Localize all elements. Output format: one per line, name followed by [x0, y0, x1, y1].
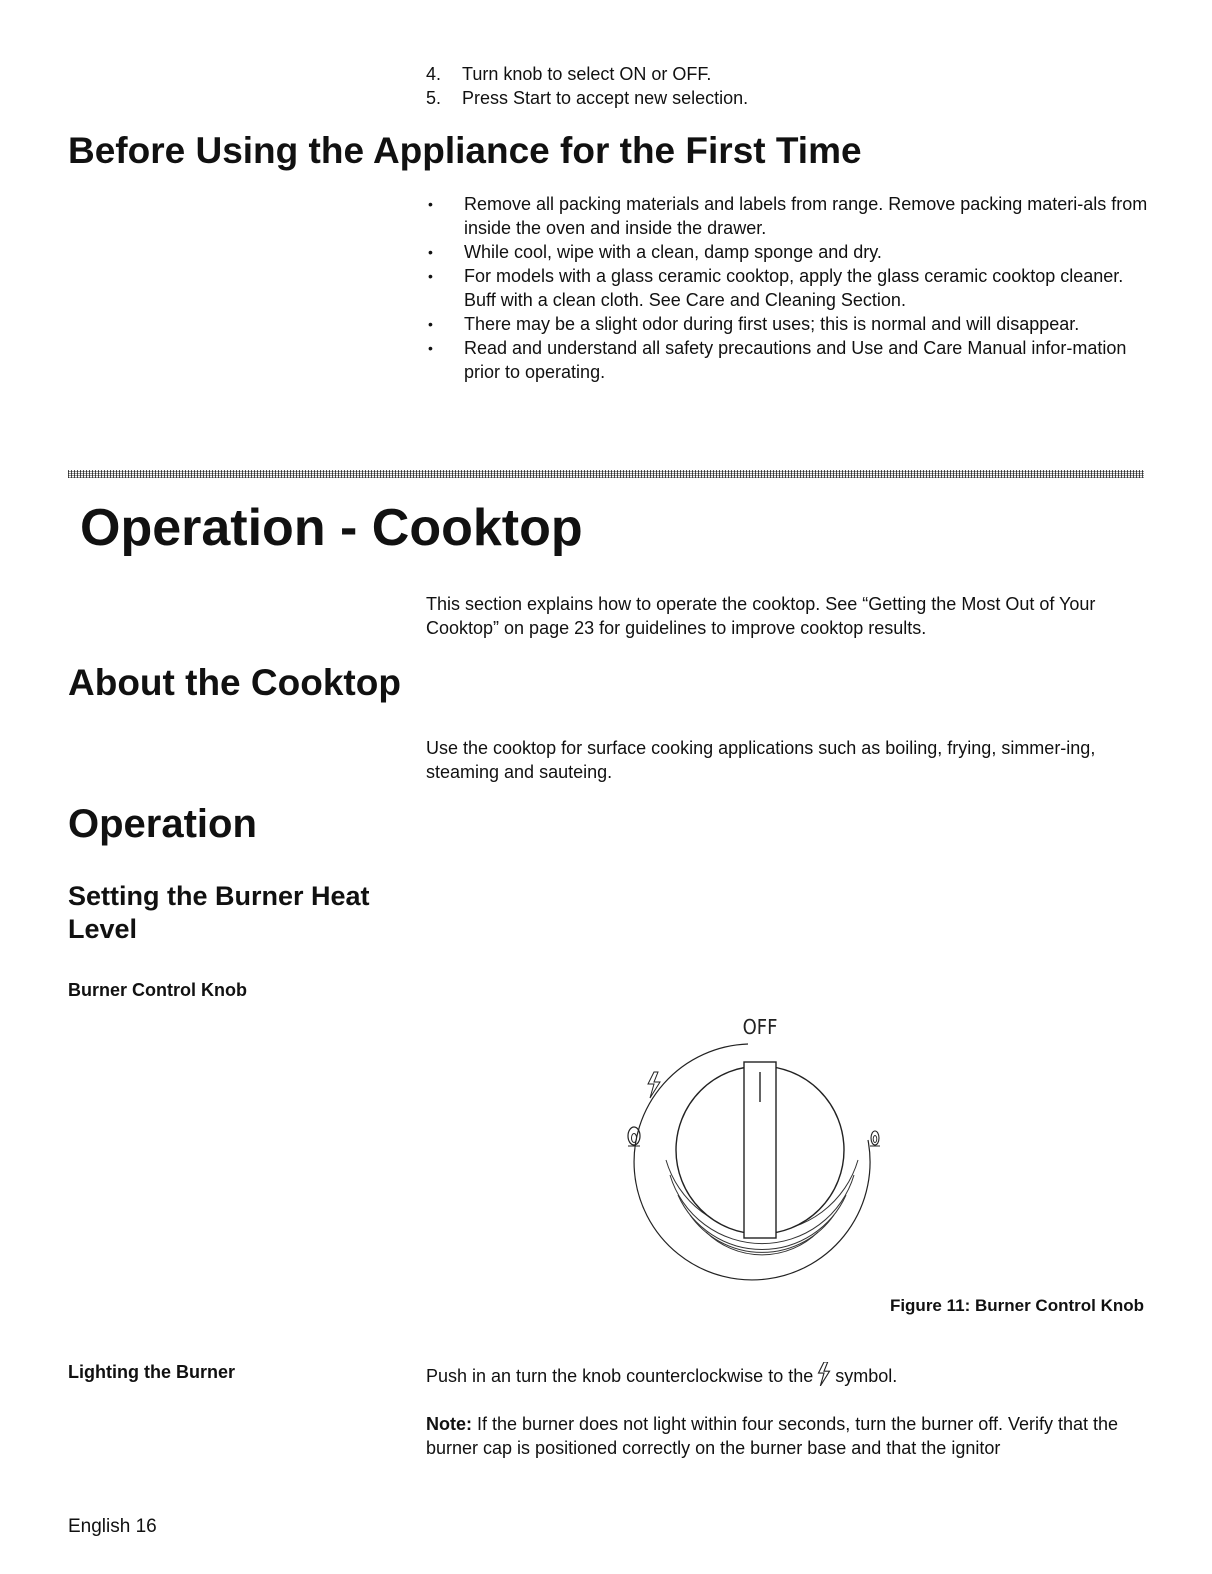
step-number: 4. — [426, 64, 442, 84]
burner-control-knob-label: Burner Control Knob — [68, 980, 247, 1000]
step-item — [426, 86, 748, 110]
list-item — [426, 312, 1156, 336]
about-cooktop-heading: About the Cooktop — [68, 662, 401, 703]
list-item — [426, 192, 1156, 240]
about-paragraph: Use the cooktop for surface cooking applications such as boiling, frying, simmer-ing, steaming and sauteing. — [426, 738, 1096, 782]
bullet-text: Remove all packing materials and labels from range. Remove packing materi-als from inside the oven and inside the drawer. — [464, 194, 1148, 238]
ignite-icon — [648, 1072, 660, 1098]
step-text: Turn knob to select ON or OFF. — [462, 64, 712, 84]
lighting-paragraph — [426, 1362, 1146, 1388]
page-footer: English 16 — [68, 1516, 157, 1537]
lighting-burner-label: Lighting the Burner — [68, 1362, 235, 1382]
flame-low-icon — [870, 1131, 880, 1146]
list-item — [426, 264, 1156, 312]
bullet-text: While cool, wipe with a clean, damp sponge and dry. — [464, 242, 882, 262]
bullet-text: Read and understand all safety precautions and Use and Care Manual infor-mation prior to operating. — [464, 338, 1127, 382]
bullet-icon: • — [428, 196, 433, 212]
ignite-icon — [817, 1362, 831, 1386]
list-item — [426, 336, 1156, 384]
burner-knob-figure — [600, 1010, 920, 1290]
step-item — [426, 62, 748, 86]
step-text: Press Start to accept new selection. — [462, 88, 749, 108]
bullet-text: There may be a slight odor during first uses; this is normal and will disappear. — [464, 314, 1080, 334]
operation-heading: Operation — [68, 802, 257, 846]
before-using-bullets — [426, 192, 1156, 384]
bullet-icon: • — [428, 244, 433, 260]
lighting-text-before: Push in an turn the knob counterclockwise to the — [426, 1366, 814, 1386]
operation-cooktop-heading: Operation - Cooktop — [80, 499, 583, 557]
note-text: If the burner does not light within four seconds, turn the burner off. Verify that the burner cap is positioned correctly on the burner base and that the ignitor — [426, 1414, 1119, 1458]
section-divider — [68, 470, 1144, 478]
off-label: OFF — [742, 1015, 778, 1039]
bullet-text: For models with a glass ceramic cooktop, apply the glass ceramic cooktop cleaner. Buff with a clean cloth. See Care and Cleaning Section. — [464, 266, 1124, 310]
flame-high-icon — [628, 1127, 640, 1146]
bullet-icon: • — [428, 340, 433, 356]
lighting-text-after: symbol. — [835, 1366, 898, 1386]
list-item — [426, 240, 1156, 264]
setting-burner-heading: Setting the Burner Heat Level — [68, 881, 370, 944]
figure-caption: Figure 11: Burner Control Knob — [889, 1296, 1144, 1315]
note-label: Note: — [426, 1414, 472, 1434]
step-number: 5. — [426, 88, 442, 108]
before-using-heading: Before Using the Appliance for the First Time — [68, 130, 862, 171]
note-paragraph — [426, 1412, 1146, 1460]
numbered-steps — [426, 62, 748, 110]
bullet-icon: • — [428, 316, 433, 332]
bullet-icon: • — [428, 268, 433, 284]
intro-paragraph: This section explains how to operate the cooktop. See “Getting the Most Out of Your Cooktop” on page 23 for guidelines to improve cooktop results. — [426, 594, 1096, 638]
